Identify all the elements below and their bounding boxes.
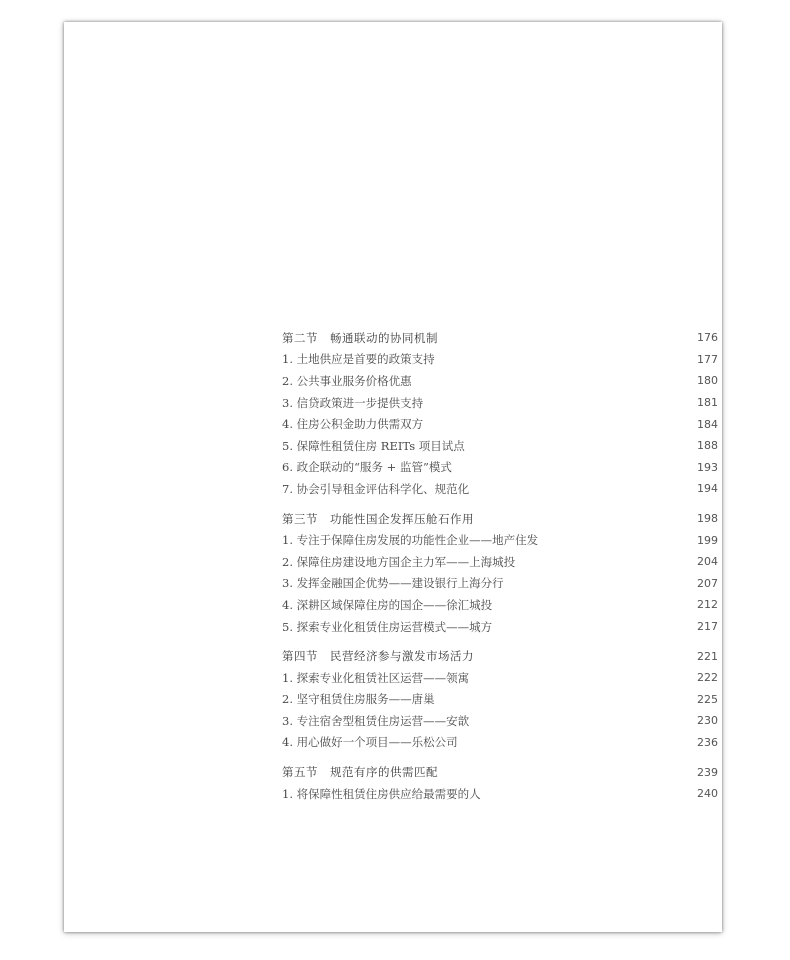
page-number: 176 — [697, 331, 718, 345]
entry-title: 4. 用心做好一个项目——乐松公司 — [282, 735, 458, 750]
toc-entry — [282, 616, 718, 638]
toc-entry — [282, 594, 718, 616]
entry-title: 3. 发挥金融国企优势——建设银行上海分行 — [282, 576, 504, 591]
toc-entry — [282, 529, 718, 551]
section-heading — [282, 761, 718, 783]
entry-title: 1. 将保障性租赁住房供应给最需要的人 — [282, 786, 481, 801]
entry-title: 3. 专注宿舍型租赁住房运营——安歆 — [282, 713, 470, 728]
page-number: 194 — [697, 482, 718, 496]
page-number: 198 — [697, 512, 718, 526]
page-number: 221 — [697, 649, 718, 663]
book-page — [64, 22, 722, 932]
toc-entry — [282, 457, 718, 479]
toc-entry — [282, 370, 718, 392]
page-number: 230 — [697, 714, 718, 728]
table-of-contents — [282, 327, 718, 812]
page-number: 212 — [697, 598, 718, 612]
toc-entry — [282, 392, 718, 414]
toc-entry — [282, 435, 718, 457]
toc-section-5 — [282, 761, 718, 804]
entry-title: 6. 政企联动的“服务 + 监管”模式 — [282, 460, 452, 475]
page-number: 188 — [697, 439, 718, 453]
entry-title: 2. 公共事业服务价格优惠 — [282, 373, 412, 388]
entry-title: 1. 土地供应是首要的政策支持 — [282, 352, 435, 367]
page-number: 236 — [697, 735, 718, 749]
page-number: 177 — [697, 352, 718, 366]
section-title: 第二节 畅通联动的协同机制 — [282, 330, 438, 345]
page-number: 222 — [697, 671, 718, 685]
section-heading — [282, 645, 718, 667]
toc-entry — [282, 667, 718, 689]
toc-entry — [282, 573, 718, 595]
section-heading — [282, 327, 718, 349]
section-heading — [282, 508, 718, 530]
entry-title: 2. 坚守租赁住房服务——唐巢 — [282, 692, 435, 707]
entry-title: 2. 保障住房建设地方国企主力军——上海城投 — [282, 554, 516, 569]
toc-entry — [282, 551, 718, 573]
section-title: 第三节 功能性国企发挥压舱石作用 — [282, 511, 474, 526]
entry-title: 3. 信贷政策进一步提供支持 — [282, 395, 424, 410]
entry-title: 1. 探索专业化租赁社区运营——领寓 — [282, 670, 470, 685]
toc-section-3 — [282, 508, 718, 638]
page-number: 180 — [697, 374, 718, 388]
entry-title: 7. 协会引导租金评估科学化、规范化 — [282, 481, 470, 496]
entry-title: 1. 专注于保障住房发展的功能性企业——地产住发 — [282, 533, 539, 548]
entry-title: 4. 住房公积金助力供需双方 — [282, 417, 424, 432]
toc-section-2 — [282, 327, 718, 500]
page-number: 193 — [697, 460, 718, 474]
section-title: 第四节 民营经济参与激发市场活力 — [282, 649, 474, 664]
page-number: 207 — [697, 576, 718, 590]
entry-title: 5. 保障性租赁住房 REITs 项目试点 — [282, 438, 465, 453]
toc-entry — [282, 783, 718, 805]
toc-entry — [282, 413, 718, 435]
toc-entry — [282, 349, 718, 371]
toc-entry — [282, 710, 718, 732]
page-number: 199 — [697, 533, 718, 547]
toc-entry — [282, 732, 718, 754]
page-number: 184 — [697, 417, 718, 431]
toc-entry — [282, 478, 718, 500]
page-number: 217 — [697, 620, 718, 634]
toc-section-4 — [282, 645, 718, 753]
page-number: 225 — [697, 692, 718, 706]
entry-title: 4. 深耕区域保障住房的国企——徐汇城投 — [282, 597, 493, 612]
toc-entry — [282, 689, 718, 711]
page-number: 181 — [697, 396, 718, 410]
page-number: 204 — [697, 555, 718, 569]
page-number: 240 — [697, 787, 718, 801]
entry-title: 5. 探索专业化租赁住房运营模式——城方 — [282, 619, 493, 634]
section-title: 第五节 规范有序的供需匹配 — [282, 765, 438, 780]
page-number: 239 — [697, 765, 718, 779]
